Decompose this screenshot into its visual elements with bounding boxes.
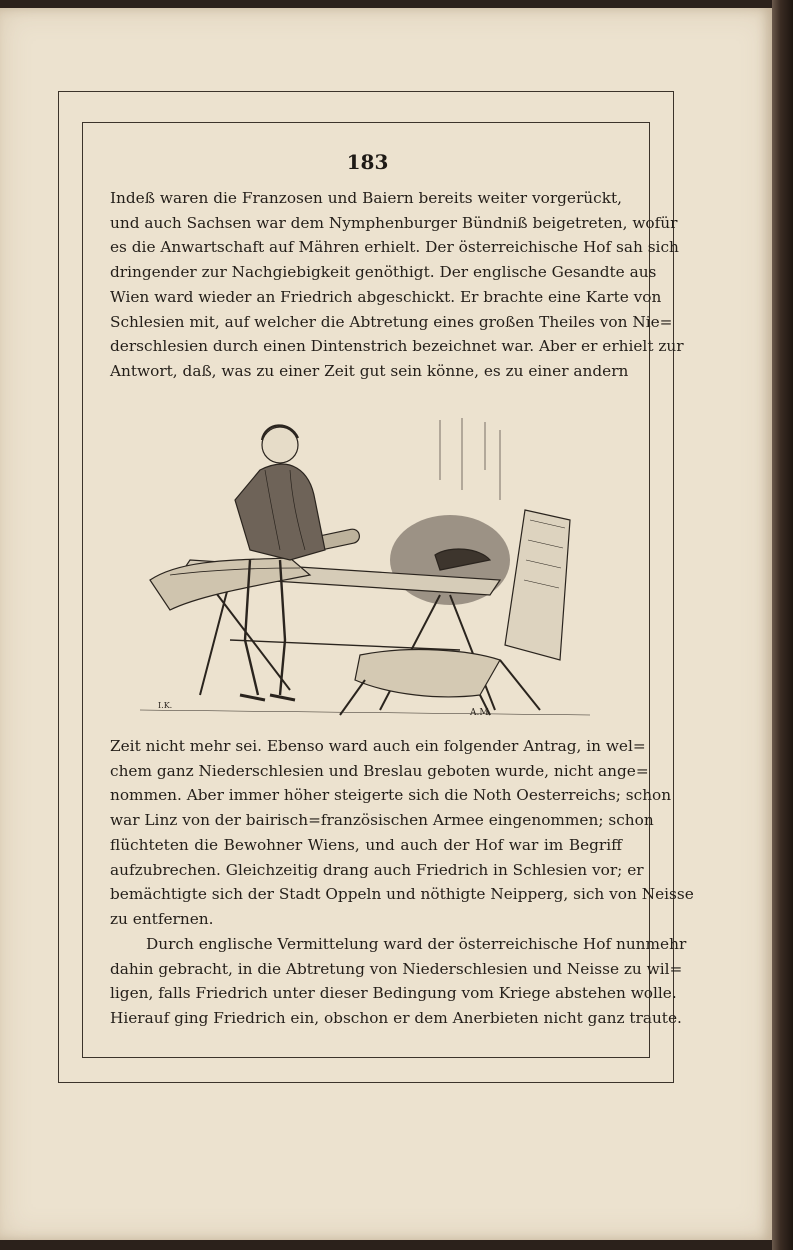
text-line: Hierauf ging Friedrich ein, obschon er dem Anerbieten nicht ganz traute. bbox=[110, 1009, 682, 1028]
text-line: Schlesien mit, auf welcher die Abtretung eines großen Theiles von Nie= bbox=[110, 312, 673, 331]
text-line: und auch Sachsen war dem Nymphenburger Bündniß beigetreten, wofür bbox=[110, 213, 678, 232]
text-line: Durch englische Vermittelung ward der österreichische Hof nunmehr bbox=[146, 935, 687, 953]
text-line: bemächtigte sich der Stadt Oppeln und nöthigte Neipperg, sich von Neisse bbox=[110, 885, 694, 904]
text-line: Zeit nicht mehr sei. Ebenso ward auch ein folgender Antrag, in wel= bbox=[110, 737, 646, 755]
illustrator-signature-right: A.M. bbox=[470, 708, 492, 718]
text-line: Wien ward wieder an Friedrich abgeschickt. Er brachte eine Karte von bbox=[110, 287, 662, 306]
page-number: 183 bbox=[346, 150, 389, 174]
engraving-figure-at-table bbox=[140, 410, 590, 725]
text-line: derschlesien durch einen Dintenstrich bezeichnet war. Aber er erhielt zur bbox=[110, 337, 684, 356]
paragraph-1 bbox=[110, 186, 684, 384]
paragraph-3 bbox=[110, 932, 687, 1031]
text-line: ligen, falls Friedrich unter dieser Bedingung vom Kriege abstehen wolle. bbox=[110, 984, 677, 1003]
text-line: dahin gebracht, in die Abtretung von Niederschlesien und Neisse zu wil= bbox=[110, 959, 683, 978]
text-line: war Linz von der bairisch=französischen Armee eingenommen; schon bbox=[110, 811, 654, 830]
text-line: chem ganz Niederschlesien und Breslau geboten wurde, nicht ange= bbox=[110, 761, 649, 780]
text-line: Antwort, daß, was zu einer Zeit gut sein könne, es zu einer andern bbox=[110, 361, 629, 380]
illustrator-signature-left: I.K. bbox=[158, 701, 173, 710]
text-line: Indeß waren die Franzosen und Baiern bereits weiter vorgerückt, bbox=[110, 189, 622, 207]
text-line: zu entfernen. bbox=[110, 909, 214, 928]
text-line: flüchteten die Bewohner Wiens, und auch der Hof war im Begriff bbox=[110, 835, 622, 854]
paragraph-2 bbox=[110, 734, 694, 932]
text-line: aufzubrechen. Gleichzeitig drang auch Friedrich in Schlesien vor; er bbox=[110, 860, 644, 879]
text-line: es die Anwartschaft auf Mähren erhielt. Der österreichische Hof sah sich bbox=[110, 238, 679, 257]
text-line: nommen. Aber immer höher steigerte sich die Noth Oesterreichs; schon bbox=[110, 786, 672, 805]
text-line: dringender zur Nachgiebigkeit genöthigt. Der englische Gesandte aus bbox=[110, 263, 657, 282]
engraving-illustration bbox=[140, 410, 590, 725]
book-binding-edge bbox=[772, 0, 793, 1250]
